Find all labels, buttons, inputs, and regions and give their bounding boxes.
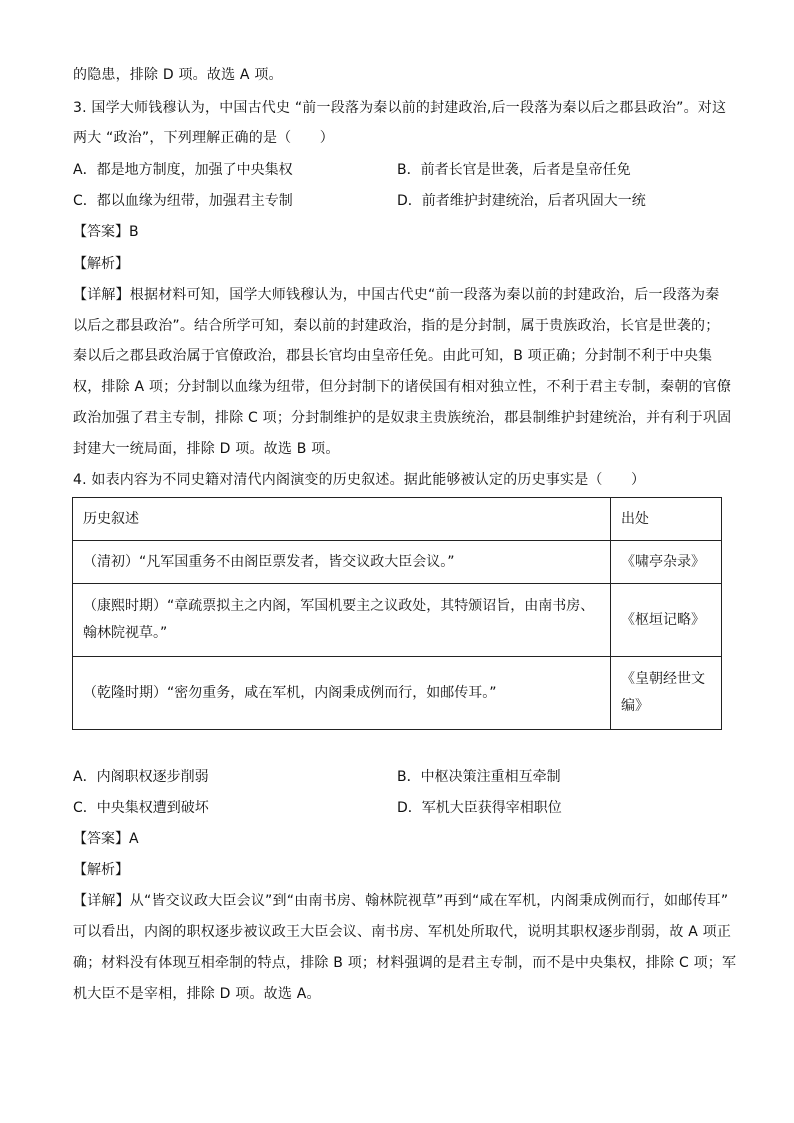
q4-option-c: C．中央集权遭到破坏 — [73, 800, 209, 816]
q3-detail-line: 【详解】根据材料可知，国学大师钱穆认为，中国古代史“前一段落为秦以前的封建政治，后一段落为秦 — [73, 287, 720, 303]
table-header-row — [73, 498, 722, 541]
q4-option-d: D．军机大臣获得宰相职位 — [397, 800, 562, 816]
table-header-narrative: 历史叙述 — [73, 498, 611, 541]
table-cell-narrative: （康熙时期）“章疏票拟主之内阁，军国机要主之议政处，其特颁诏旨，由南书房、翰林院视草。” — [73, 584, 611, 657]
q4-detail-line: 【详解】从“皆交议政大臣会议”到“由南书房、翰林院视草”再到“咸在军机，内阁秉成例而行，如邮传耳” — [73, 893, 729, 909]
table-cell-source: 《枢垣记略》 — [611, 584, 722, 657]
question-3-stem-cont: 两大 “政治”，下列理解正确的是（ ） — [73, 130, 334, 146]
q3-option-b: B．前者长官是世袭，后者是皇帝任免 — [397, 162, 631, 178]
q3-analysis-label: 【解析】 — [73, 256, 129, 272]
table-cell-narrative: （清初）“凡军国重务不由阁臣票发者，皆交议政大臣会议。” — [73, 541, 611, 584]
q3-option-a: A．都是地方制度，加强了中央集权 — [73, 162, 293, 178]
q4-option-a: A．内阁职权逐步削弱 — [73, 769, 209, 785]
table-cell-source: 《皇朝经世文编》 — [611, 657, 722, 730]
q3-detail-line: 封建大一统局面，排除 D 项。故选 B 项。 — [73, 441, 340, 457]
text-line: 的隐患，排除 D 项。故选 A 项。 — [73, 67, 283, 83]
q4-analysis-label: 【解析】 — [73, 862, 129, 878]
q4-detail-line: 可以看出，内阁的职权逐步被议政王大臣会议、南书房、军机处所取代，说明其职权逐步削弱，故 A 项正 — [73, 924, 732, 940]
question-4-stem: 4. 如表内容为不同史籍对清代内阁演变的历史叙述。据此能够被认定的历史事实是（ ） — [73, 472, 646, 488]
q3-detail-line: 政治加强了君主专制，排除 C 项；分封制维护的是奴隶主贵族统治，郡县制维护封建统治，并有利于巩固 — [73, 410, 732, 426]
q3-detail-line: 以后之郡县政治”。结合所学可知，秦以前的封建政治，指的是分封制，属于贵族政治，长官是世袭的； — [73, 318, 720, 334]
q3-detail-line: 秦以后之郡县政治属于官僚政治，郡县长官均由皇帝任免。由此可知，B 项正确；分封制不利于中央集 — [73, 348, 713, 364]
q4-detail-line: 机大臣不是宰相，排除 D 项。故选 A。 — [73, 986, 321, 1002]
table-cell-source: 《啸亭杂录》 — [611, 541, 722, 584]
table-row — [73, 584, 722, 657]
q3-option-c: C．都以血缘为纽带，加强君主专制 — [73, 193, 293, 209]
q3-option-d: D．前者维护封建统治，后者巩固大一统 — [397, 193, 646, 209]
table-row — [73, 657, 722, 730]
question-3-stem: 3. 国学大师钱穆认为，中国古代史 “前一段落为秦以前的封建政治,后一段落为秦以后之郡县政治”。对这 — [73, 100, 727, 116]
q4-answer: 【答案】A — [73, 831, 139, 847]
table-header-source: 出处 — [611, 498, 722, 541]
q3-detail-line: 权，排除 A 项；分封制以血缘为纽带，但分封制下的诸侯国有相对独立性，不利于君主专制，秦朝的官僚 — [73, 379, 732, 395]
history-source-table — [72, 497, 722, 730]
q3-answer: 【答案】B — [73, 224, 139, 240]
q4-detail-line: 确；材料没有体现互相牵制的特点，排除 B 项；材料强调的是君主专制，而不是中央集权，排除 C 项；军 — [73, 955, 737, 971]
q4-option-b: B．中枢决策注重相互牵制 — [397, 769, 561, 785]
table-row — [73, 541, 722, 584]
table-cell-narrative: （乾隆时期）“密勿重务，咸在军机，内阁秉成例而行，如邮传耳。” — [73, 657, 611, 730]
